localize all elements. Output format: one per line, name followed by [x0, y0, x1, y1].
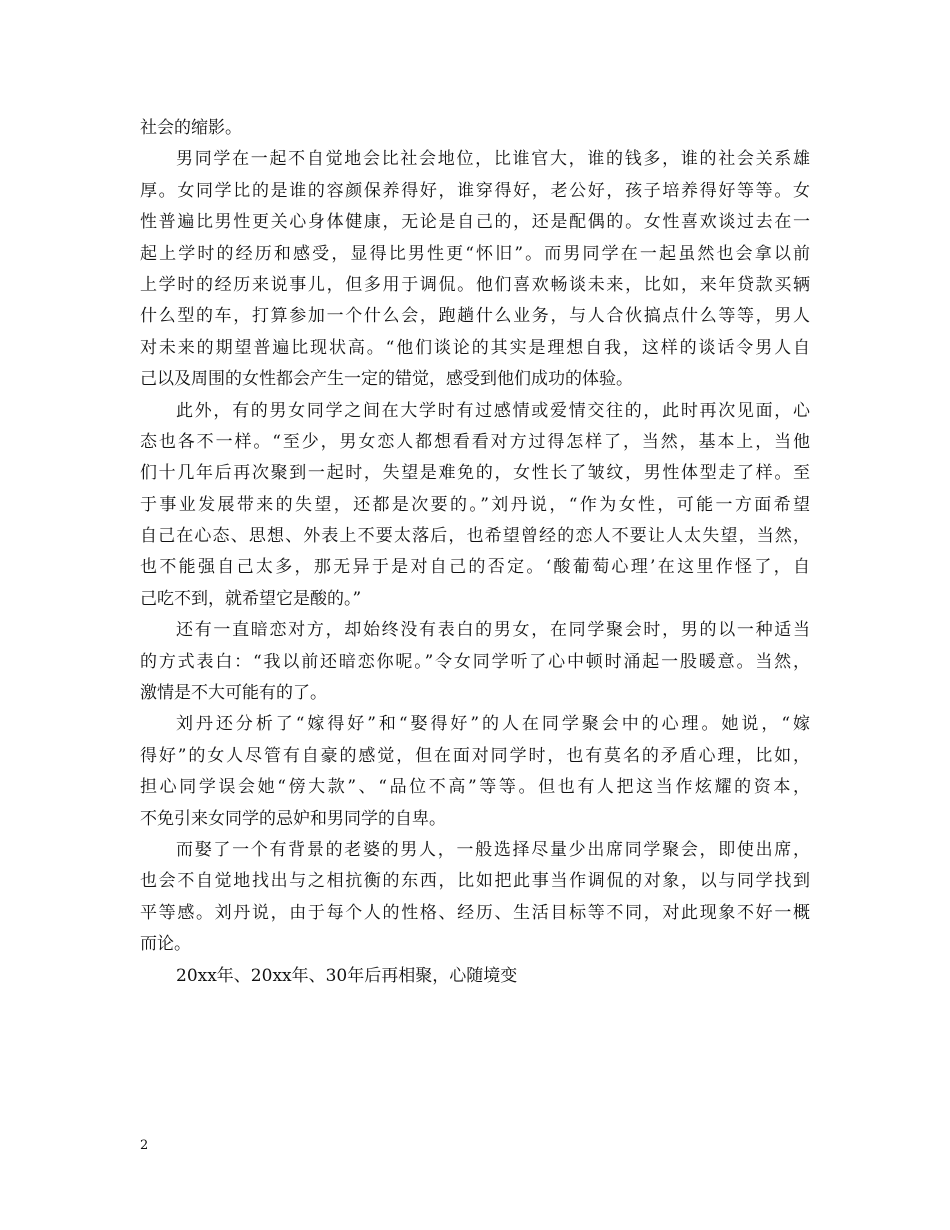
- text-line: 态也各不一样。“至少，男女恋人都想看看对方过得怎样了，当然，基本上，当他: [140, 431, 810, 452]
- text-line: 社会的缩影。: [140, 118, 242, 138]
- text-line: 性普遍比男性更关心身体健康，无论是自己的，还是配偶的。女性喜欢谈过去在一: [140, 212, 810, 233]
- text-line: 自己在心态、思想、外表上不要太落后，也希望曾经的恋人不要让人太失望，当然，: [140, 526, 810, 547]
- text-line: 此外，有的男女同学之间在大学时有过感情或爱情交往的，此时再次见面，心: [176, 400, 810, 421]
- text-line: 对未来的期望普遍比现状高。“他们谈论的其实是理想自我，这样的谈话令男人自: [140, 337, 810, 358]
- body-text: [140, 113, 810, 992]
- text-line: 而论。: [140, 934, 191, 955]
- text-line: 什么型的车，打算参加一个什么会，跑趟什么业务，与人合伙搞点什么等等，男人: [140, 306, 810, 327]
- text-line: 还有一直暗恋对方，却始终没有表白的男女，在同学聚会时，男的以一种适当: [176, 620, 810, 641]
- text-line: 们十几年后再次聚到一起时，失望是难免的，女性长了皱纹，男性体型走了样。至: [140, 463, 810, 484]
- text-line: 激情是不大可能有的了。: [140, 683, 327, 704]
- page-number: 2: [140, 1138, 149, 1153]
- text-line: 也不能强自己太多，那无异于是对自己的否定。‘酸葡萄心理’在这里作怪了，自: [140, 557, 810, 578]
- text-line: 平等感。刘丹说，由于每个人的性格、经历、生活目标等不同，对此现象不好一概: [140, 902, 810, 923]
- text-line: 也会不自觉地找出与之相抗衡的东西，比如把此事当作调侃的对象，以与同学找到: [140, 871, 810, 892]
- text-line: 男同学在一起不自觉地会比社会地位，比谁官大，谁的钱多，谁的社会关系雄: [176, 149, 810, 170]
- text-line: 担心同学误会她“傍大款”、“品位不高”等等。但也有人把这当作炫耀的资本，: [140, 777, 810, 798]
- text-line: 得好”的女人尽管有自豪的感觉，但在面对同学时，也有莫名的矛盾心理，比如，: [140, 745, 810, 766]
- text-line: 刘丹还分析了“嫁得好”和“娶得好”的人在同学聚会中的心理。她说，“嫁: [176, 714, 810, 735]
- text-line: 己以及周围的女性都会产生一定的错觉，感受到他们成功的体验。: [140, 369, 633, 390]
- text-line: 上学时的经历来说事儿，但多用于调侃。他们喜欢畅谈未来，比如，来年贷款买辆: [140, 274, 810, 295]
- text-line: 不免引来女同学的忌妒和男同学的自卑。: [140, 808, 446, 829]
- text-line: 己吃不到，就希望它是酸的。”: [140, 588, 362, 609]
- text-line: 的方式表白：“我以前还暗恋你呢。”令女同学听了心中顿时涌起一股暖意。当然，: [140, 651, 810, 672]
- text-line: 而娶了一个有背景的老婆的男人，一般选择尽量少出席同学聚会，即使出席，: [176, 839, 810, 860]
- text-line: 于事业发展带来的失望，还都是次要的。”刘丹说，“作为女性，可能一方面希望: [140, 494, 810, 515]
- text-line: 厚。女同学比的是谁的容颜保养得好，谁穿得好，老公好，孩子培养得好等等。女: [140, 180, 810, 201]
- text-line: 起上学时的经历和感受，显得比男性更“怀旧”。而男同学在一起虽然也会拿以前: [140, 243, 810, 264]
- section-heading: 20xx年、20xx年、30年后再相聚，心随境变: [176, 965, 518, 986]
